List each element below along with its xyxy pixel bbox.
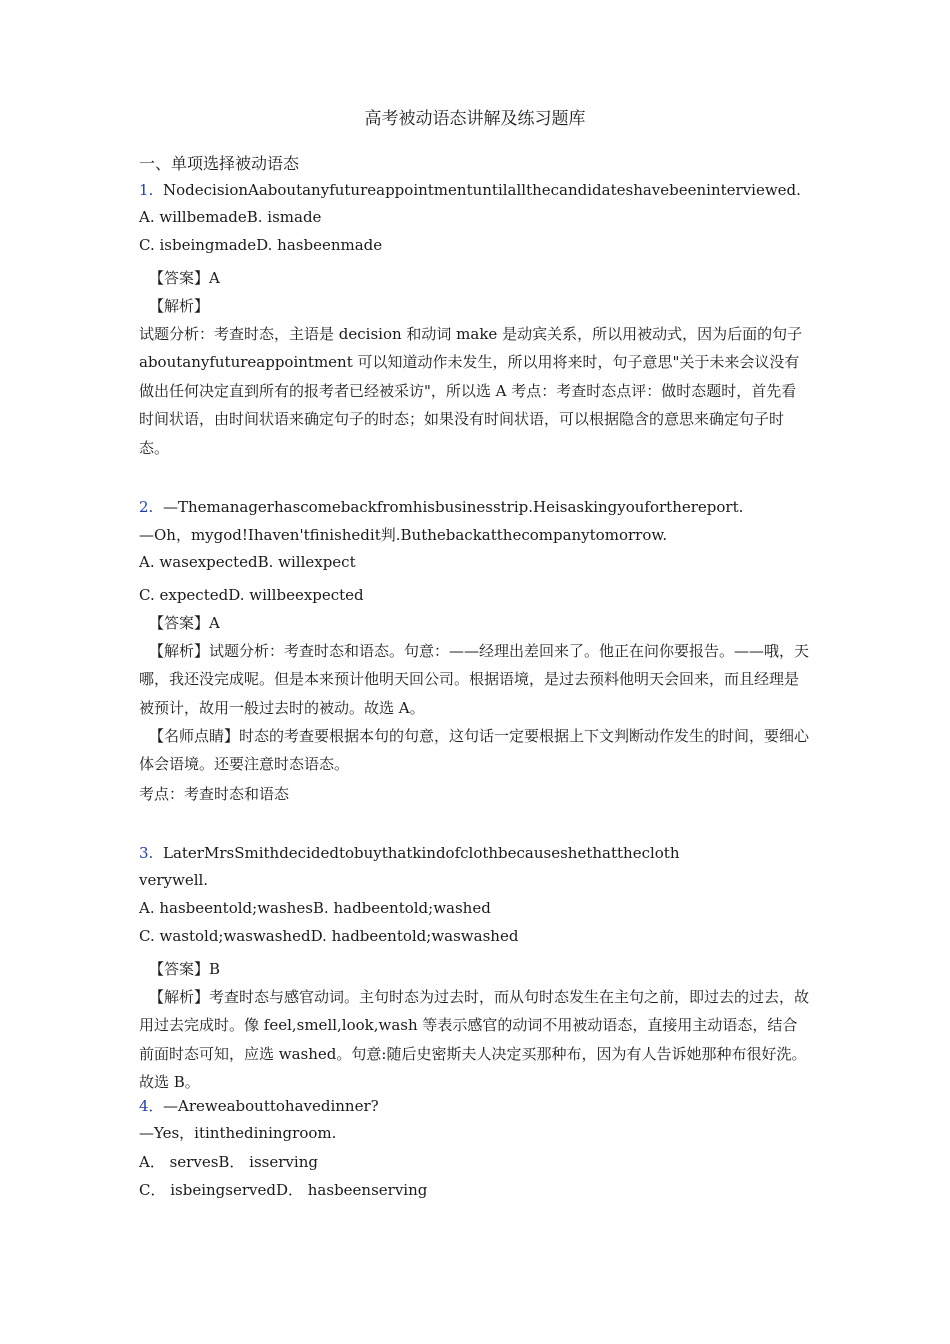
question-2-answer: 【答案】A [149,614,220,632]
page-title: 高考被动语态讲解及练习题库 [364,109,586,129]
question-4-text: —Areweabouttohavedinner? [163,1097,379,1115]
question-3-text: LaterMrsSmithdecidedtobuythatkindofclothbecauseshethatthecloth [163,844,680,862]
question-2-stem-reply: —Oh，mygod!Ihaven'tfinishedit判.Buthebackatthecompanytomorrow. [139,526,668,544]
question-2-number: 2. [139,498,154,516]
question-4-options-cd: C． isbeingservedD． hasbeenserving [139,1181,428,1199]
question-3-answer: 【答案】B [149,960,221,978]
question-1-stem [139,180,801,200]
question-1-options-cd: C. isbeingmadeD. hasbeenmade [139,236,383,254]
question-1-analysis-label: 【解析】 [149,297,210,315]
question-2-analysis: 【解析】试题分析：考查时态和语态。句意：——经理出差回来了。他正在问你要报告。——哦，天哪，我还没完成呢。但是本来预计他明天回公司。根据语境，是过去预料他明天会回来，而且经理是被预计，故用一般过去时的被动。故选 A。 [139,642,810,717]
question-2-tip: 【名师点睛】时态的考查要根据本句的句意，这句话一定要根据上下文判断动作发生的时间，要细心体会语境。还要注意时态语态。 [139,727,810,774]
question-1-number: 1. [139,181,154,199]
question-1-analysis: 试题分析：考查时态，主语是 decision 和动词 make 是动宾关系，所以用被动式，因为后面的句子 aboutanyfutureappointment 可以知道动作未发生，所以用将来时，句子意思"关于未来会议没有做出任何决定直到所有的报考者已经被采访"，所以选 A 考点：考查时态点评：做时态题时，首先看时间状语，由时间状语来确定句子的时态；如果没有时间状语，可以根据隐含的意思来确定句子时态。 [139,325,803,457]
question-2-kaodian: 考点：考查时态和语态 [139,785,290,803]
question-2-stem [139,497,743,517]
question-3-options-cd: C. wastold;waswashedD. hadbeentold;waswashed [139,927,519,945]
question-3-stem-cont: verywell. [139,871,209,889]
question-2-text: —Themanagerhascomebackfromhisbusinesstrip.Heisaskingyouforthereport. [163,498,744,516]
section-heading: 一、单项选择被动语态 [139,154,300,173]
question-1-text: NodecisionAaboutanyfutureappointmentuntilallthecandidateshavebeeninterviewed. [163,181,801,199]
question-1-options-ab: A. willbemadeB. ismade [139,208,322,226]
question-2-options-cd: C. expectedD. willbeexpected [139,586,364,604]
question-2-options-ab: A. wasexpectedB. willexpect [139,553,356,571]
question-4-stem-reply: —Yes，itinthediningroom. [139,1124,337,1142]
question-3-number: 3. [139,844,154,862]
question-3-stem [139,843,680,863]
question-4-stem [139,1096,379,1116]
question-1-answer: 【答案】A [149,269,220,287]
question-3-analysis: 【解析】考查时态与感官动词。主句时态为过去时，而从句时态发生在主句之前，即过去的过去，故用过去完成时。像 feel,smell,look,wash 等表示感官的动词不用被动语态，直接用主动语态，结合前面时态可知，应选 washed。句意:随后史密斯夫人决定买那种布，因为有人告诉她那种布很好洗。故选 B。 [139,988,810,1092]
question-4-options-ab: A． servesB． isserving [139,1153,318,1171]
question-4-number: 4． [139,1097,164,1115]
question-3-options-ab: A. hasbeentold;washesB. hadbeentold;washed [139,899,491,917]
